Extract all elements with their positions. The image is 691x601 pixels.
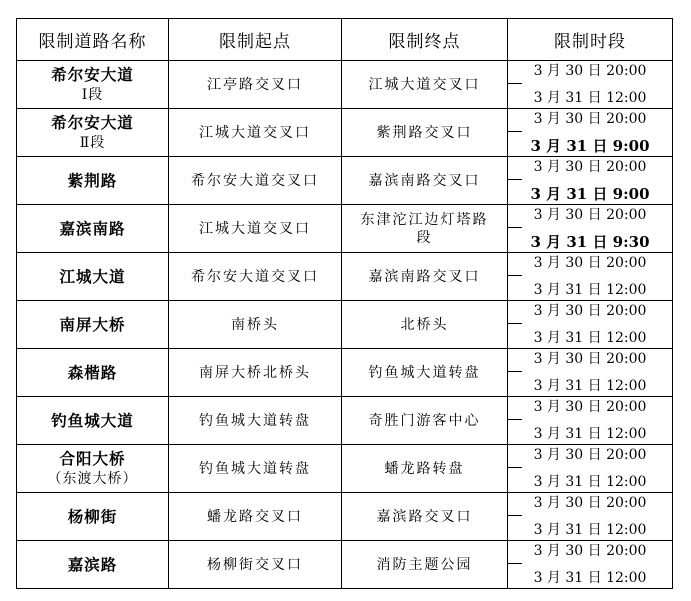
road-name: 希尔安大道 — [51, 64, 134, 84]
road-name-sub: Ⅰ段 — [81, 86, 104, 103]
start-point-cell: 江城大道交叉口 — [169, 109, 342, 157]
start-point-cell: 江城大道交叉口 — [169, 205, 342, 253]
table-row — [17, 349, 673, 397]
time-start: 3 月 30 日 20:00 — [533, 63, 647, 79]
time-start: 3 月 30 日 20:00 — [533, 399, 647, 415]
table-row — [17, 445, 673, 493]
table-row — [17, 541, 673, 589]
time-start: 3 月 30 日 20:00 — [533, 207, 647, 223]
end-point-cell: 嘉滨南路交叉口 — [342, 157, 508, 205]
time-end: 3 月 31 日 12:00 — [533, 522, 647, 538]
end-point-cell: 北桥头 — [342, 301, 508, 349]
time-period-cell — [508, 157, 673, 205]
table-row — [17, 157, 673, 205]
time-end: 3 月 31 日 12:00 — [533, 474, 647, 490]
time-end: 3 月 31 日 12:00 — [533, 90, 647, 106]
time-start: 3 月 30 日 20:00 — [533, 111, 647, 127]
table-row — [17, 301, 673, 349]
start-point-cell: 南桥头 — [169, 301, 342, 349]
time-period-cell — [508, 493, 673, 541]
end-point-cell: 东津沱江边灯塔路段 — [342, 205, 508, 253]
table-row — [17, 109, 673, 157]
road-name-sub: Ⅱ段 — [79, 134, 106, 151]
time-start: 3 月 30 日 20:00 — [533, 543, 647, 559]
end-point-cell: 消防主题公园 — [342, 541, 508, 589]
road-name-cell — [17, 109, 169, 157]
end-point-cell: 钓鱼城大道转盘 — [342, 349, 508, 397]
time-period-cell — [508, 301, 673, 349]
table-header-row — [17, 19, 673, 61]
road-name-cell: 杨柳街 — [17, 493, 169, 541]
time-end: 3 月 31 日 9:00 — [530, 137, 650, 155]
table-row — [17, 397, 673, 445]
time-period-cell — [508, 253, 673, 301]
header-road-name: 限制道路名称 — [17, 19, 169, 61]
road-name-cell: 森楷路 — [17, 349, 169, 397]
time-period-cell — [508, 109, 673, 157]
road-name-cell — [17, 61, 169, 109]
time-end: 3 月 31 日 12:00 — [533, 282, 647, 298]
header-time-period: 限制时段 — [508, 19, 673, 61]
road-restriction-table — [16, 18, 673, 589]
road-name-cell: 嘉滨路 — [17, 541, 169, 589]
end-point-cell: 嘉滨路交叉口 — [342, 493, 508, 541]
table-row — [17, 253, 673, 301]
time-start: 3 月 30 日 20:00 — [533, 303, 647, 319]
start-point-cell: 南屏大桥北桥头 — [169, 349, 342, 397]
header-end-point: 限制终点 — [342, 19, 508, 61]
start-point-cell: 江亭路交叉口 — [169, 61, 342, 109]
table-row — [17, 205, 673, 253]
road-name: 希尔安大道 — [51, 112, 134, 132]
time-end: 3 月 31 日 12:00 — [533, 378, 647, 394]
start-point-cell: 蟠龙路交叉口 — [169, 493, 342, 541]
end-point-cell: 奇胜门游客中心 — [342, 397, 508, 445]
time-period-cell — [508, 541, 673, 589]
table-row — [17, 61, 673, 109]
start-point-cell: 杨柳街交叉口 — [169, 541, 342, 589]
time-period-cell — [508, 349, 673, 397]
road-name-cell: 钓鱼城大道 — [17, 397, 169, 445]
time-period-cell — [508, 397, 673, 445]
road-name-cell: 紫荆路 — [17, 157, 169, 205]
start-point-cell: 希尔安大道交叉口 — [169, 253, 342, 301]
table-row — [17, 493, 673, 541]
time-start: 3 月 30 日 20:00 — [533, 447, 647, 463]
time-end: 3 月 31 日 12:00 — [533, 570, 647, 586]
time-period-cell — [508, 205, 673, 253]
road-name-cell: 南屏大桥 — [17, 301, 169, 349]
time-end: 3 月 31 日 9:30 — [530, 233, 650, 251]
time-start: 3 月 30 日 20:00 — [533, 351, 647, 367]
time-start: 3 月 30 日 20:00 — [533, 255, 647, 271]
end-point-cell: 蟠龙路转盘 — [342, 445, 508, 493]
end-point-cell: 嘉滨南路交叉口 — [342, 253, 508, 301]
start-point-cell: 钓鱼城大道转盘 — [169, 397, 342, 445]
road-name-cell: 江城大道 — [17, 253, 169, 301]
road-name-cell: 嘉滨南路 — [17, 205, 169, 253]
time-period-cell — [508, 61, 673, 109]
time-end: 3 月 31 日 12:00 — [533, 426, 647, 442]
start-point-cell: 钓鱼城大道转盘 — [169, 445, 342, 493]
start-point-cell: 希尔安大道交叉口 — [169, 157, 342, 205]
time-end: 3 月 31 日 12:00 — [533, 330, 647, 346]
end-point-cell: 江城大道交叉口 — [342, 61, 508, 109]
end-point-cell: 紫荆路交叉口 — [342, 109, 508, 157]
time-start: 3 月 30 日 20:00 — [533, 159, 647, 175]
road-name: 合阳大桥 — [59, 448, 126, 468]
time-end: 3 月 31 日 9:00 — [530, 185, 650, 203]
time-start: 3 月 30 日 20:00 — [533, 495, 647, 511]
time-period-cell — [508, 445, 673, 493]
road-name-sub: （东渡大桥） — [47, 470, 138, 487]
header-start-point: 限制起点 — [169, 19, 342, 61]
road-name-cell — [17, 445, 169, 493]
